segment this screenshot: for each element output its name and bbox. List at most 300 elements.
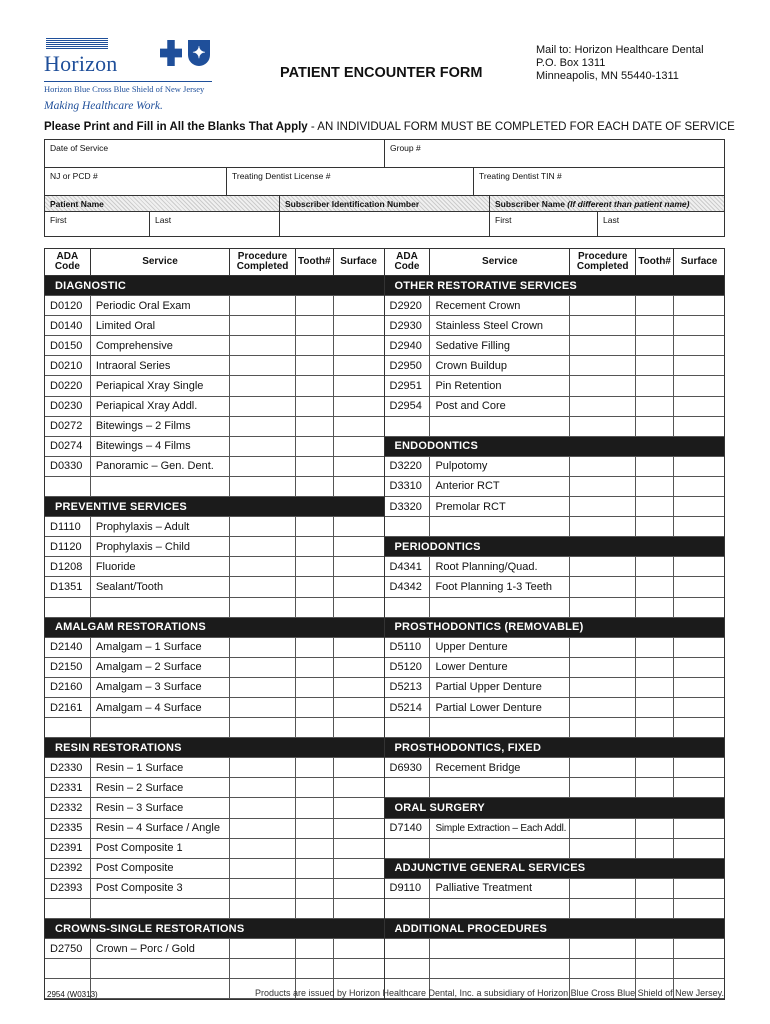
surface-cell[interactable] bbox=[334, 296, 384, 315]
surface-cell[interactable] bbox=[674, 758, 724, 777]
procedure-row bbox=[45, 839, 384, 859]
tooth-cell[interactable] bbox=[296, 678, 334, 697]
procedure-completed-cell[interactable] bbox=[230, 457, 296, 476]
procedure-completed-cell[interactable] bbox=[230, 598, 296, 617]
ada-code: D2951 bbox=[385, 376, 431, 395]
tooth-cell[interactable] bbox=[636, 376, 674, 395]
surface-cell[interactable] bbox=[334, 577, 384, 596]
ada-code: D0230 bbox=[45, 397, 91, 416]
tooth-cell[interactable] bbox=[296, 397, 334, 416]
ada-code: D2920 bbox=[385, 296, 431, 315]
procedure-completed-cell[interactable] bbox=[230, 819, 296, 838]
surface-cell[interactable] bbox=[674, 839, 724, 858]
procedure-completed-cell[interactable] bbox=[570, 577, 636, 596]
logo-stripes bbox=[46, 38, 108, 49]
procedure-row bbox=[45, 296, 384, 316]
procedure-completed-cell[interactable] bbox=[230, 577, 296, 596]
surface-cell[interactable] bbox=[674, 376, 724, 395]
surface-cell[interactable] bbox=[674, 939, 724, 958]
procedure-row bbox=[45, 899, 384, 919]
tooth-cell[interactable] bbox=[296, 356, 334, 375]
section-header: CROWNS-SINGLE RESTORATIONS bbox=[45, 919, 384, 939]
section-header: ADJUNCTIVE GENERAL SERVICES bbox=[385, 859, 725, 879]
tooth-cell[interactable] bbox=[636, 879, 674, 898]
surface-cell[interactable] bbox=[674, 356, 724, 375]
tooth-cell[interactable] bbox=[296, 859, 334, 878]
service-name: Periodic Oral Exam bbox=[91, 296, 230, 315]
service-name: Resin – 4 Surface / Angle bbox=[91, 819, 230, 838]
procedure-completed-cell[interactable] bbox=[570, 316, 636, 335]
service-name: Simple Extraction – Each Addl. bbox=[430, 819, 570, 838]
surface-cell[interactable] bbox=[334, 778, 384, 797]
ada-code: D5213 bbox=[385, 678, 431, 697]
ada-code: D7140 bbox=[385, 819, 431, 838]
tooth-cell[interactable] bbox=[636, 457, 674, 476]
service-name: Sedative Filling bbox=[430, 336, 570, 355]
ada-code: D0120 bbox=[45, 296, 91, 315]
surface-cell[interactable] bbox=[334, 939, 384, 958]
surface-cell[interactable] bbox=[674, 477, 724, 496]
procedure-row bbox=[45, 376, 384, 396]
service-name bbox=[430, 718, 570, 737]
last-label: Last bbox=[155, 215, 172, 225]
procedure-row bbox=[45, 879, 384, 899]
procedure-completed-cell[interactable] bbox=[230, 336, 296, 355]
tooth-cell[interactable] bbox=[296, 477, 334, 496]
procedure-completed-cell[interactable] bbox=[230, 718, 296, 737]
subscriber-id-header: Subscriber Identification Number bbox=[280, 196, 490, 211]
ada-code: D3310 bbox=[385, 477, 431, 496]
tooth-header: Tooth# bbox=[636, 249, 674, 275]
procedure-row bbox=[385, 839, 725, 859]
surface-cell[interactable] bbox=[334, 839, 384, 858]
tooth-cell[interactable] bbox=[636, 397, 674, 416]
procedure-completed-cell[interactable] bbox=[570, 598, 636, 617]
procedure-completed-cell[interactable] bbox=[230, 839, 296, 858]
procedure-row bbox=[385, 397, 725, 417]
procedure-completed-cell[interactable] bbox=[570, 376, 636, 395]
ada-code: D1120 bbox=[45, 537, 91, 556]
ada-code: D0330 bbox=[45, 457, 91, 476]
first-label-2: First bbox=[495, 215, 512, 225]
ada-code: D2150 bbox=[45, 658, 91, 677]
horizon-logo bbox=[44, 38, 244, 94]
surface-cell[interactable] bbox=[334, 678, 384, 697]
ada-code bbox=[385, 778, 431, 797]
procedure-completed-cell[interactable] bbox=[230, 517, 296, 536]
ada-code: D2391 bbox=[45, 839, 91, 858]
surface-cell[interactable] bbox=[674, 497, 724, 516]
ada-code: D0274 bbox=[45, 437, 91, 456]
tooth-cell[interactable] bbox=[296, 598, 334, 617]
surface-cell[interactable] bbox=[674, 517, 724, 536]
procedure-completed-cell[interactable] bbox=[230, 356, 296, 375]
ada-code bbox=[385, 839, 431, 858]
procedure-completed-cell[interactable] bbox=[230, 376, 296, 395]
tooth-cell[interactable] bbox=[636, 577, 674, 596]
tooth-cell[interactable] bbox=[636, 638, 674, 657]
group-field[interactable] bbox=[385, 140, 724, 167]
procedure-completed-cell[interactable] bbox=[230, 437, 296, 456]
procedure-completed-cell[interactable] bbox=[570, 638, 636, 657]
procedure-row bbox=[45, 457, 384, 477]
service-name bbox=[430, 959, 570, 978]
section-header: PROSTHODONTICS (REMOVABLE) bbox=[385, 618, 725, 638]
service-name: Crown – Porc / Gold bbox=[91, 939, 230, 958]
procedure-completed-cell[interactable] bbox=[230, 477, 296, 496]
procedure-completed-cell[interactable] bbox=[230, 557, 296, 576]
ada-code: D2331 bbox=[45, 778, 91, 797]
procedure-row bbox=[385, 698, 725, 718]
procedure-completed-cell[interactable] bbox=[570, 658, 636, 677]
procedure-row bbox=[45, 417, 384, 437]
procedure-completed-cell[interactable] bbox=[570, 778, 636, 797]
procedure-completed-cell[interactable] bbox=[570, 356, 636, 375]
surface-cell[interactable] bbox=[674, 778, 724, 797]
tooth-cell[interactable] bbox=[636, 899, 674, 918]
surface-cell[interactable] bbox=[674, 678, 724, 697]
surface-cell[interactable] bbox=[674, 718, 724, 737]
tooth-cell[interactable] bbox=[636, 839, 674, 858]
section-header: ORAL SURGERY bbox=[385, 798, 725, 818]
procedure-completed-cell[interactable] bbox=[570, 417, 636, 436]
nj-pcd-label: NJ or PCD # bbox=[50, 171, 98, 181]
license-label: Treating Dentist License # bbox=[232, 171, 331, 181]
surface-cell[interactable] bbox=[674, 577, 724, 596]
surface-cell[interactable] bbox=[674, 457, 724, 476]
service-name: Post Composite 3 bbox=[91, 879, 230, 898]
surface-cell[interactable] bbox=[334, 638, 384, 657]
service-header: Service bbox=[430, 249, 570, 275]
tooth-cell[interactable] bbox=[636, 336, 674, 355]
ada-code bbox=[385, 517, 431, 536]
procedure-completed-cell[interactable] bbox=[570, 718, 636, 737]
tooth-cell[interactable] bbox=[296, 778, 334, 797]
ada-code bbox=[385, 598, 431, 617]
blue-shield-icon: ✦ bbox=[188, 40, 210, 66]
surface-cell[interactable] bbox=[334, 859, 384, 878]
procedure-row bbox=[385, 336, 725, 356]
tooth-cell[interactable] bbox=[636, 959, 674, 978]
service-name: Amalgam – 2 Surface bbox=[91, 658, 230, 677]
procedure-row bbox=[385, 678, 725, 698]
surface-cell[interactable] bbox=[674, 819, 724, 838]
tooth-cell[interactable] bbox=[296, 899, 334, 918]
date-of-service-label: Date of Service bbox=[50, 143, 109, 153]
surface-cell[interactable] bbox=[334, 557, 384, 576]
tooth-cell[interactable] bbox=[636, 718, 674, 737]
procedure-row bbox=[45, 316, 384, 336]
procedure-completed-cell[interactable] bbox=[570, 457, 636, 476]
tooth-cell[interactable] bbox=[296, 376, 334, 395]
surface-cell[interactable] bbox=[334, 598, 384, 617]
tooth-cell[interactable] bbox=[636, 296, 674, 315]
tooth-cell[interactable] bbox=[636, 658, 674, 677]
ada-code: D2750 bbox=[45, 939, 91, 958]
subscriber-id-field[interactable] bbox=[280, 212, 490, 236]
surface-cell[interactable] bbox=[334, 758, 384, 777]
ada-code: D2940 bbox=[385, 336, 431, 355]
ada-code-header: ADA Code bbox=[45, 249, 91, 275]
tooth-cell[interactable] bbox=[636, 477, 674, 496]
procedure-completed-cell[interactable] bbox=[230, 417, 296, 436]
tooth-cell[interactable] bbox=[296, 557, 334, 576]
ada-code: D5120 bbox=[385, 658, 431, 677]
subscriber-name-header bbox=[490, 196, 724, 211]
service-name bbox=[430, 939, 570, 958]
service-name: Amalgam – 1 Surface bbox=[91, 638, 230, 657]
surface-cell[interactable] bbox=[674, 397, 724, 416]
tooth-cell[interactable] bbox=[636, 778, 674, 797]
procedure-completed-cell[interactable] bbox=[570, 879, 636, 898]
tooth-cell[interactable] bbox=[636, 598, 674, 617]
bcbs-logos bbox=[160, 40, 210, 66]
procedure-row bbox=[385, 598, 725, 618]
service-name bbox=[91, 477, 230, 496]
procedure-row bbox=[45, 557, 384, 577]
surface-cell[interactable] bbox=[334, 316, 384, 335]
procedure-completed-cell[interactable] bbox=[570, 296, 636, 315]
procedure-completed-cell[interactable] bbox=[230, 316, 296, 335]
surface-cell[interactable] bbox=[674, 879, 724, 898]
subscriber-first-field[interactable] bbox=[490, 212, 598, 236]
procedure-row bbox=[385, 819, 725, 839]
surface-cell[interactable] bbox=[334, 336, 384, 355]
surface-cell[interactable] bbox=[674, 638, 724, 657]
date-of-service-field[interactable] bbox=[45, 140, 385, 167]
procedure-completed-cell[interactable] bbox=[570, 698, 636, 717]
service-name bbox=[430, 778, 570, 797]
procedure-completed-cell[interactable] bbox=[230, 778, 296, 797]
tooth-cell[interactable] bbox=[636, 517, 674, 536]
procedure-completed-cell[interactable] bbox=[570, 899, 636, 918]
procedure-completed-cell[interactable] bbox=[230, 758, 296, 777]
procedure-completed-cell[interactable] bbox=[230, 638, 296, 657]
ada-code: D1208 bbox=[45, 557, 91, 576]
procedure-row bbox=[385, 899, 725, 919]
tooth-cell[interactable] bbox=[296, 316, 334, 335]
license-field[interactable] bbox=[227, 168, 474, 195]
tooth-cell[interactable] bbox=[296, 959, 334, 978]
procedure-row bbox=[45, 819, 384, 839]
procedures-grid bbox=[44, 248, 725, 1000]
procedure-row bbox=[45, 356, 384, 376]
first-label: First bbox=[50, 215, 67, 225]
procedure-completed-cell[interactable] bbox=[230, 537, 296, 556]
tooth-cell[interactable] bbox=[296, 296, 334, 315]
service-name: Partial Upper Denture bbox=[430, 678, 570, 697]
tooth-cell[interactable] bbox=[636, 497, 674, 516]
surface-cell[interactable] bbox=[674, 959, 724, 978]
procedure-completed-cell[interactable] bbox=[230, 658, 296, 677]
tooth-cell[interactable] bbox=[636, 819, 674, 838]
service-name bbox=[430, 899, 570, 918]
procedure-completed-cell[interactable] bbox=[230, 698, 296, 717]
procedure-completed-cell[interactable] bbox=[570, 839, 636, 858]
section-header: AMALGAM RESTORATIONS bbox=[45, 618, 384, 638]
procedure-row bbox=[45, 939, 384, 959]
blue-cross-icon bbox=[160, 40, 182, 66]
surface-cell[interactable] bbox=[334, 457, 384, 476]
tooth-cell[interactable] bbox=[296, 457, 334, 476]
ada-code: D2140 bbox=[45, 638, 91, 657]
surface-cell[interactable] bbox=[334, 798, 384, 817]
procedure-completed-cell[interactable] bbox=[230, 678, 296, 697]
surface-cell[interactable] bbox=[674, 899, 724, 918]
tooth-cell[interactable] bbox=[296, 336, 334, 355]
surface-cell[interactable] bbox=[334, 477, 384, 496]
service-name: Panoramic – Gen. Dent. bbox=[91, 457, 230, 476]
logo-subtitle: Horizon Blue Cross Blue Shield of New Jersey bbox=[44, 81, 212, 94]
service-name: Recement Crown bbox=[430, 296, 570, 315]
right-rows bbox=[385, 276, 725, 999]
procedure-completed-cell[interactable] bbox=[570, 517, 636, 536]
ada-code: D2161 bbox=[45, 698, 91, 717]
service-name bbox=[430, 598, 570, 617]
procedure-completed-cell[interactable] bbox=[230, 899, 296, 918]
procedure-completed-cell[interactable] bbox=[230, 397, 296, 416]
procedure-completed-cell[interactable] bbox=[230, 939, 296, 958]
surface-cell[interactable] bbox=[334, 517, 384, 536]
procedure-completed-cell[interactable] bbox=[570, 557, 636, 576]
procedure-completed-cell[interactable] bbox=[570, 336, 636, 355]
tooth-cell[interactable] bbox=[296, 698, 334, 717]
surface-cell[interactable] bbox=[674, 417, 724, 436]
tooth-cell[interactable] bbox=[636, 939, 674, 958]
tooth-cell[interactable] bbox=[296, 939, 334, 958]
surface-cell[interactable] bbox=[334, 537, 384, 556]
tooth-cell[interactable] bbox=[636, 698, 674, 717]
tooth-cell[interactable] bbox=[636, 316, 674, 335]
procedure-row bbox=[45, 517, 384, 537]
tooth-cell[interactable] bbox=[296, 758, 334, 777]
section-header: PREVENTIVE SERVICES bbox=[45, 497, 384, 517]
service-name: Periapical Xray Addl. bbox=[91, 397, 230, 416]
tooth-cell[interactable] bbox=[296, 537, 334, 556]
service-name: Bitewings – 2 Films bbox=[91, 417, 230, 436]
tooth-cell[interactable] bbox=[296, 718, 334, 737]
ada-code: D0210 bbox=[45, 356, 91, 375]
tooth-cell[interactable] bbox=[296, 879, 334, 898]
subscriber-name-note: (If different than patient name) bbox=[567, 199, 690, 209]
service-name: Bitewings – 4 Films bbox=[91, 437, 230, 456]
tooth-cell[interactable] bbox=[296, 517, 334, 536]
surface-cell[interactable] bbox=[334, 437, 384, 456]
ada-code bbox=[385, 718, 431, 737]
surface-cell[interactable] bbox=[334, 658, 384, 677]
tooth-cell[interactable] bbox=[636, 758, 674, 777]
procedure-completed-cell[interactable] bbox=[230, 959, 296, 978]
tooth-cell[interactable] bbox=[636, 557, 674, 576]
service-name: Anterior RCT bbox=[430, 477, 570, 496]
surface-cell[interactable] bbox=[334, 819, 384, 838]
procedure-completed-cell[interactable] bbox=[570, 397, 636, 416]
surface-cell[interactable] bbox=[674, 296, 724, 315]
tooth-cell[interactable] bbox=[296, 819, 334, 838]
ada-code: D4341 bbox=[385, 557, 431, 576]
tooth-cell[interactable] bbox=[296, 798, 334, 817]
tooth-cell[interactable] bbox=[636, 417, 674, 436]
patient-last-field[interactable] bbox=[150, 212, 280, 236]
tooth-cell[interactable] bbox=[636, 356, 674, 375]
procedure-row bbox=[45, 758, 384, 778]
ada-code: D2950 bbox=[385, 356, 431, 375]
procedure-row bbox=[45, 437, 384, 457]
surface-cell[interactable] bbox=[334, 879, 384, 898]
procedure-completed-cell[interactable] bbox=[570, 678, 636, 697]
tooth-cell[interactable] bbox=[296, 417, 334, 436]
instructions bbox=[44, 121, 735, 133]
surface-cell[interactable] bbox=[334, 718, 384, 737]
service-name: Prophylaxis – Child bbox=[91, 537, 230, 556]
service-name bbox=[430, 417, 570, 436]
ada-code: D2330 bbox=[45, 758, 91, 777]
service-name: Upper Denture bbox=[430, 638, 570, 657]
surface-cell[interactable] bbox=[674, 658, 724, 677]
procedure-row bbox=[385, 557, 725, 577]
surface-cell[interactable] bbox=[674, 698, 724, 717]
service-name: Premolar RCT bbox=[430, 497, 570, 516]
tooth-cell[interactable] bbox=[296, 638, 334, 657]
tin-field[interactable] bbox=[474, 168, 724, 195]
tooth-cell[interactable] bbox=[636, 678, 674, 697]
tooth-cell[interactable] bbox=[296, 577, 334, 596]
surface-cell[interactable] bbox=[334, 959, 384, 978]
service-name: Resin – 2 Surface bbox=[91, 778, 230, 797]
procedure-row bbox=[45, 778, 384, 798]
patient-first-field[interactable] bbox=[45, 212, 150, 236]
procedure-row bbox=[385, 718, 725, 738]
procedure-row bbox=[385, 959, 725, 979]
surface-cell[interactable] bbox=[674, 598, 724, 617]
procedure-completed-cell[interactable] bbox=[230, 296, 296, 315]
surface-cell[interactable] bbox=[334, 899, 384, 918]
surface-cell[interactable] bbox=[334, 417, 384, 436]
surface-cell[interactable] bbox=[674, 336, 724, 355]
tooth-cell[interactable] bbox=[296, 658, 334, 677]
surface-cell[interactable] bbox=[334, 376, 384, 395]
service-name: Foot Planning 1-3 Teeth bbox=[430, 577, 570, 596]
tooth-cell[interactable] bbox=[296, 437, 334, 456]
section-header: DIAGNOSTIC bbox=[45, 276, 384, 296]
tooth-cell[interactable] bbox=[296, 839, 334, 858]
procedure-row bbox=[385, 638, 725, 658]
procedure-completed-cell[interactable] bbox=[230, 859, 296, 878]
procedure-completed-cell[interactable] bbox=[570, 477, 636, 496]
procedure-completed-cell[interactable] bbox=[570, 758, 636, 777]
ada-code: D2160 bbox=[45, 678, 91, 697]
procedure-completed-cell[interactable] bbox=[570, 497, 636, 516]
procedure-completed-cell[interactable] bbox=[570, 819, 636, 838]
surface-cell[interactable] bbox=[334, 397, 384, 416]
procedure-completed-cell[interactable] bbox=[230, 879, 296, 898]
procedure-row bbox=[45, 859, 384, 879]
mail-line-1: Mail to: Horizon Healthcare Dental bbox=[536, 44, 704, 56]
procedure-row bbox=[45, 477, 384, 497]
procedure-completed-cell[interactable] bbox=[570, 939, 636, 958]
procedure-completed-cell[interactable] bbox=[230, 798, 296, 817]
surface-cell[interactable] bbox=[334, 356, 384, 375]
subscriber-last-field[interactable] bbox=[598, 212, 724, 236]
nj-pcd-field[interactable] bbox=[45, 168, 227, 195]
procedure-completed-cell[interactable] bbox=[570, 959, 636, 978]
surface-cell[interactable] bbox=[674, 316, 724, 335]
surface-cell[interactable] bbox=[334, 698, 384, 717]
service-name: Palliative Treatment bbox=[430, 879, 570, 898]
procedure-row bbox=[385, 477, 725, 497]
ada-code: D2930 bbox=[385, 316, 431, 335]
surface-cell[interactable] bbox=[674, 557, 724, 576]
